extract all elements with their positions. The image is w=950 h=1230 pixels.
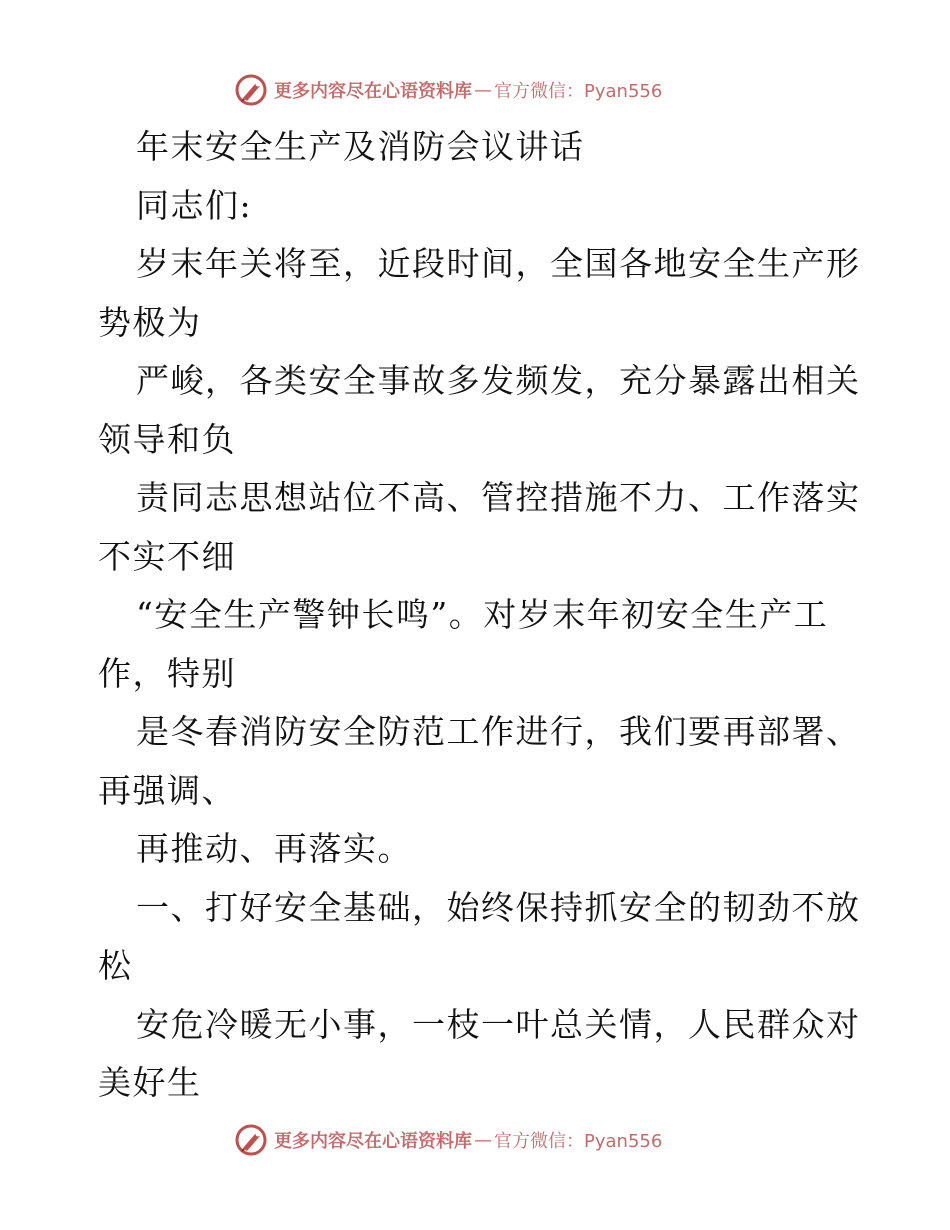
watermark-dash: — <box>474 79 492 101</box>
document-title: 年末安全生产及消防会议讲话 <box>136 127 585 166</box>
paragraph-line: 岁末年关将至，近段时间，全国各地安全生产形 <box>136 244 861 283</box>
header-watermark <box>234 70 662 110</box>
watermark-wechat-text: 官方微信：Pyan556 <box>494 81 663 102</box>
paragraph-line: 松 <box>98 946 133 985</box>
paragraph-line: 同志们: <box>136 185 253 225</box>
pen-logo-icon <box>234 73 268 107</box>
watermark-wechat-text: 官方微信：Pyan556 <box>494 1131 663 1152</box>
paragraph-line: “安全生产警钟长鸣”。对岁末年初安全生产工 <box>136 595 829 634</box>
watermark-main-text: 更多内容尽在心语资料库 <box>274 1131 472 1152</box>
paragraph-line: 安危冷暖无小事，一枝一叶总关情，人民群众对 <box>136 1004 861 1044</box>
paragraph-line: 严峻，各类安全事故多发频发，充分暴露出相关 <box>136 361 861 400</box>
footer-watermark <box>234 1120 662 1160</box>
paragraph-line: 再推动、再落实。 <box>136 829 412 868</box>
paragraph-line: 不实不细 <box>98 536 236 576</box>
pen-logo-icon <box>234 1123 268 1157</box>
paragraph-line: 领导和负 <box>98 419 236 459</box>
watermark-main-text: 更多内容尽在心语资料库 <box>274 81 472 102</box>
paragraph-line: 一、打好安全基础，始终保持抓安全的韧劲不放 <box>136 887 861 927</box>
paragraph-line: 美好生 <box>98 1063 202 1102</box>
paragraph-line: 责同志思想站位不高、管控措施不力、工作落实 <box>136 478 861 517</box>
document-body <box>98 118 861 1113</box>
paragraph-line: 作，特别 <box>98 653 236 693</box>
paragraph-line: 势极为 <box>98 302 202 342</box>
paragraph-line: 是冬春消防安全防范工作进行，我们要再部署、 <box>136 712 861 751</box>
watermark-dash: — <box>474 1129 492 1151</box>
paragraph-line: 再强调、 <box>98 770 236 810</box>
